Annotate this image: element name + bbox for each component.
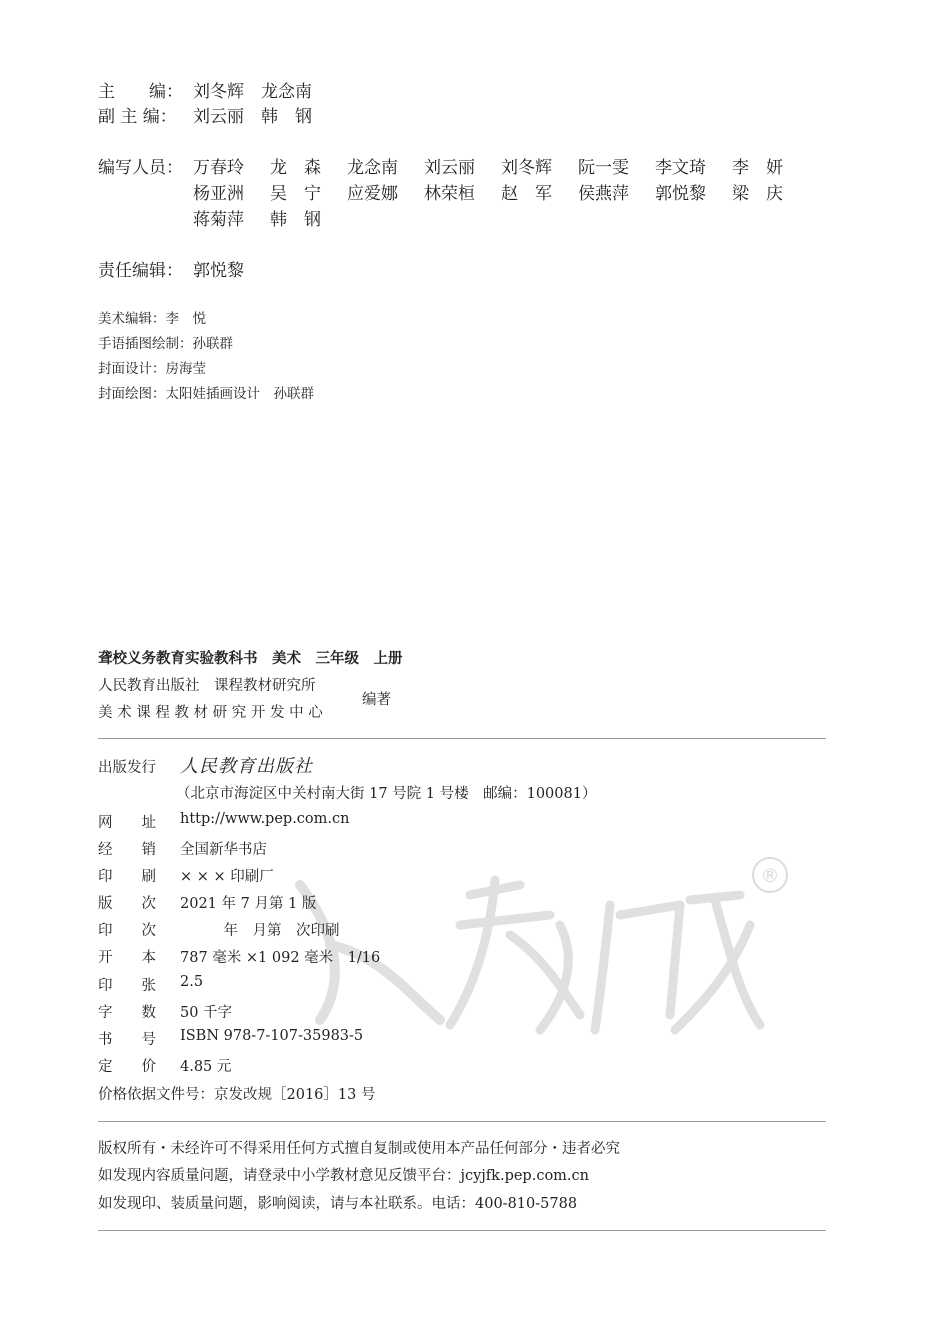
writer-name: 侯燕萍 <box>578 184 629 204</box>
imprint-label: 印 次 <box>98 923 156 939</box>
design-credit-value: 房海莹 <box>165 361 206 377</box>
publisher-address: （北京市海淀区中关村南大街 17 号院 1 号楼 邮编：100081） <box>176 786 597 802</box>
isbn-value: ISBN 978-7-107-35983-5 <box>180 1028 364 1044</box>
book-title: 聋校义务教育实验教科书 美术 三年级 上册 <box>98 651 403 667</box>
writer-name: 梁 庆 <box>732 184 783 204</box>
divider <box>98 738 826 739</box>
imprint-value: × × × 印刷厂 <box>180 869 274 885</box>
author-line-1: 人民教育出版社 课程教材研究所 <box>98 678 316 694</box>
chief-editor-value: 刘冬辉 龙念南 <box>193 82 312 102</box>
writers-label: 编写人员： <box>98 158 183 178</box>
website-link[interactable]: http://www.pep.com.cn <box>180 811 350 827</box>
author-role: 编著 <box>362 692 391 708</box>
imprint-label: 开 本 <box>98 950 156 966</box>
writer-name: 龙 森 <box>270 158 321 178</box>
registered-mark: ® <box>760 865 780 887</box>
writer-name: 郭悦黎 <box>655 184 706 204</box>
imprint-label: 定 价 <box>98 1059 156 1075</box>
chief-editor-label: 主 编： <box>98 82 183 102</box>
imprint-value: 2.5 <box>180 974 204 990</box>
imprint-label: 字 数 <box>98 1005 156 1021</box>
writers-row <box>193 205 347 230</box>
imprint-value: 787 毫米 ×1 092 毫米 1/16 <box>180 950 381 966</box>
writer-name: 杨亚洲 <box>193 184 244 204</box>
writer-name: 林荣桓 <box>424 184 475 204</box>
feedback-notice: 如发现内容质量问题，请登录中小学教材意见反馈平台：jcyjfk.pep.com.cn <box>98 1168 589 1184</box>
divider <box>98 1121 826 1122</box>
writer-name: 赵 军 <box>501 184 552 204</box>
design-credit <box>98 332 233 352</box>
design-credit <box>98 357 206 377</box>
design-credit-value: 李 悦 <box>165 311 206 327</box>
responsible-editor-value: 郭悦黎 <box>193 261 244 281</box>
writers-row <box>193 153 809 178</box>
publisher-label: 出版发行 <box>98 760 156 776</box>
imprint-label: 印 张 <box>98 978 156 994</box>
writers-row <box>193 179 809 204</box>
writer-name: 应爱娜 <box>347 184 398 204</box>
writer-name: 吴 宁 <box>270 184 321 204</box>
writer-name: 李 妍 <box>732 158 783 178</box>
design-credit-value: 孙联群 <box>192 336 233 352</box>
responsible-editor-label: 责任编辑： <box>98 261 183 281</box>
writer-name: 李文琦 <box>655 158 706 178</box>
deputy-editor-label: 副 主 编： <box>98 107 177 127</box>
writer-name: 刘冬辉 <box>501 158 552 178</box>
writer-name: 韩 钢 <box>270 210 321 230</box>
design-credit <box>98 382 314 402</box>
price-basis: 价格依据文件号：京发改规［2016］13 号 <box>98 1087 376 1103</box>
quality-contact-notice: 如发现印、装质量问题，影响阅读，请与本社联系。电话：400-810-5788 <box>98 1196 578 1212</box>
imprint-value: 年 月第 次印刷 <box>180 923 340 939</box>
pep-watermark <box>260 845 820 1045</box>
writer-name: 阮一雯 <box>578 158 629 178</box>
imprint-label: 书 号 <box>98 1032 156 1048</box>
writer-name: 蒋菊萍 <box>193 210 244 230</box>
imprint-label: 经 销 <box>98 842 156 858</box>
design-credit <box>98 307 206 327</box>
price-value: 4.85 元 <box>180 1059 232 1075</box>
imprint-value: 全国新华书店 <box>180 842 267 858</box>
author-line-2: 美 术 课 程 教 材 研 究 开 发 中 心 <box>98 705 323 721</box>
publisher-logo: 人民教育出版社 <box>180 756 313 777</box>
imprint-value: 50 千字 <box>180 1005 233 1021</box>
imprint-label: 版 次 <box>98 896 156 912</box>
design-credit-label: 美术编辑： <box>98 311 166 327</box>
writer-name: 刘云丽 <box>424 158 475 178</box>
design-credit-label: 手语插图绘制： <box>98 336 193 352</box>
divider <box>98 1230 826 1231</box>
imprint-label: 网 址 <box>98 815 156 831</box>
copyright-notice: 版权所有・未经许可不得采用任何方式擅自复制或使用本产品任何部分・违者必究 <box>98 1141 620 1157</box>
imprint-value: 2021 年 7 月第 1 版 <box>180 896 317 912</box>
deputy-editor-value: 刘云丽 韩 钢 <box>193 107 312 127</box>
writer-name: 万春玲 <box>193 158 244 178</box>
design-credit-label: 封面绘图： <box>98 386 166 402</box>
writer-name: 龙念南 <box>347 158 398 178</box>
design-credit-value: 太阳娃插画设计 孙联群 <box>165 386 314 402</box>
imprint-label: 印 刷 <box>98 869 156 885</box>
design-credit-label: 封面设计： <box>98 361 166 377</box>
